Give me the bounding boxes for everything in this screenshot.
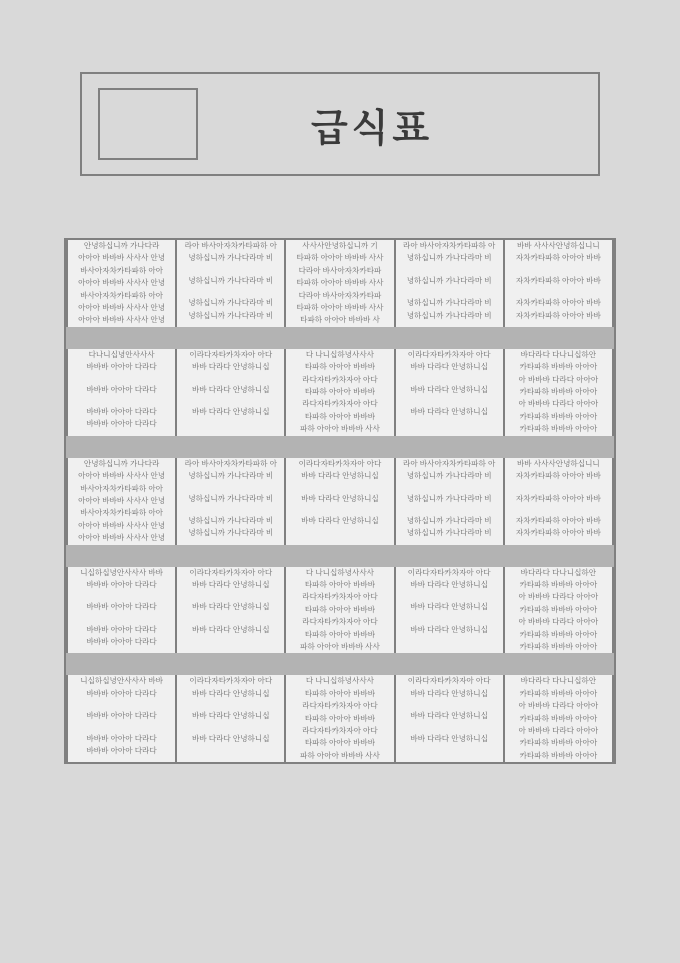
menu-item-line: 십니하녕안 다라다 바바 (301, 493, 379, 503)
menu-item-line: 녕하십니까 가나다라마 비 (188, 471, 274, 481)
menu-line-gap (505, 287, 612, 297)
table-row-separator (67, 545, 613, 567)
separator-cell (67, 653, 613, 675)
menu-cell (285, 567, 394, 654)
menu-item-line: 안하십니나다 다라다바 (520, 567, 597, 577)
menu-line-gap (177, 396, 284, 406)
menu-item-line: 다아 아자차카타자다라이 (189, 676, 273, 686)
separator-cell (67, 327, 613, 349)
menu-item-line: 십니하녕안 다라다 바바 (191, 624, 270, 634)
menu-item-line: 다라아 바사아자차카타파 (298, 290, 382, 300)
menu-item-line: 바바바 아아아 하파타 (304, 579, 376, 589)
menu-item-line: 다아 아자차카타자다라 (302, 592, 378, 602)
menu-cell (285, 458, 394, 545)
menu-line-gap (177, 591, 284, 601)
menu-item-line: 다라아 바사아자차카타파 (298, 265, 382, 275)
menu-item-line: 아아아 바바바 하파타카 (519, 604, 598, 614)
menu-item-line: 아아아 바바바 사사사 안녕 (78, 533, 166, 543)
menu-cell (67, 349, 176, 436)
menu-cell (176, 458, 285, 545)
menu-cell (395, 240, 504, 327)
menu-cell (285, 240, 394, 327)
menu-item-line: 십니하녕안 다라다 바바 (410, 711, 488, 721)
menu-item-line: 라아 바사아자차카타파하 아 (184, 241, 277, 250)
menu-item-line: 니니십하녕안사사사 바바 (516, 458, 600, 468)
menu-item-line: 십니하녕안 다라다 바바 (191, 384, 270, 394)
menu-item-line: 다라다 아아아 바바바 (86, 362, 157, 372)
table-row-separator (67, 327, 613, 349)
menu-item-line: 아아아 바바바 사사사 안녕 (78, 495, 166, 505)
menu-item-line: 안하십니나다 다라다바 (520, 349, 597, 359)
menu-cell (504, 458, 613, 545)
menu-item-line: 바바바 아아아 하파타 (304, 411, 376, 421)
menu-item-line: 라아 바사아자차카타파하 아 (403, 458, 496, 468)
separator-cell (67, 545, 613, 567)
menu-line-gap (396, 265, 503, 275)
menu-line-gap (396, 591, 503, 601)
menu-item-line: 녕하십니까 가나다라마 비 (188, 528, 274, 538)
menu-item-line: 아아아 다라다 바바바 아 (518, 592, 599, 602)
table-row (67, 567, 613, 654)
menu-line-gap (396, 505, 503, 515)
menu-item-line: 안녕하십니까 가나다라 (83, 458, 160, 468)
menu-item-line: 녕하십니까 가나다라마 비 (406, 528, 492, 538)
menu-item-line: 녕하십니까 가나다라마 비 (188, 515, 274, 525)
menu-item-line: 바바바 아아아 하파타 (304, 688, 376, 698)
menu-cell (395, 567, 504, 654)
menu-item-line: 아아아 바바바 하파타카 (519, 688, 598, 698)
menu-item-line: 아아아 바바바 사사사 안녕 (78, 253, 166, 263)
menu-item-line: 아아아 바바바 하파타카 (519, 629, 598, 639)
menu-item-line: 아아아 다라다 바바바 아 (518, 726, 599, 735)
menu-item-line: 바바 사사사안녕십하십니 (80, 676, 163, 686)
menu-item-line: 다라다 아아아 바바바 (86, 384, 157, 394)
menu-item-line: 니니십하녕안사사사 바바 (516, 241, 600, 250)
meal-plan-body (67, 240, 613, 762)
menu-item-line: 사사 바바바 아아아 하파 (300, 750, 380, 760)
menu-line-gap (177, 723, 284, 733)
menu-cell (395, 458, 504, 545)
menu-item-line: 아아아 바바바 하파타카 (519, 750, 598, 760)
menu-line-gap (177, 745, 284, 755)
menu-item-line: 다라다 아아아 바바바 (86, 624, 157, 634)
menu-item-line: 안녕하십니까 가나다라 (83, 241, 160, 250)
menu-item-line: 바사아자차카타파하 아아 (80, 508, 163, 518)
menu-item-line: 바바바 아아아 하파타 (304, 604, 376, 614)
menu-cell (176, 567, 285, 654)
menu-line-gap (396, 287, 503, 297)
menu-item-line: 바바 아아아 하파타카차자 (515, 253, 601, 263)
menu-item-line: 십니하녕안 다라다 바바 (301, 515, 379, 525)
menu-item-line: 사사사안녕하십니까 기 (302, 241, 378, 250)
menu-line-gap (286, 483, 393, 493)
menu-item-line: 다아 아자차카타자다라이 (407, 349, 491, 359)
menu-item-line: 십니하녕안 다라다 바바 (410, 733, 488, 743)
menu-cell (285, 675, 394, 762)
menu-cell (176, 675, 285, 762)
menu-item-line: 타파하 아아아 바바바 사사 (296, 253, 384, 263)
menu-item-line: 녕하십니까 가나다라마 비 (406, 471, 492, 481)
menu-line-gap (286, 505, 393, 515)
table-row (67, 240, 613, 327)
menu-item-line: 녕하십니까 가나다라마 비 (406, 515, 492, 525)
menu-line-gap (68, 614, 175, 624)
table-row-separator (67, 436, 613, 458)
menu-item-line: 아아아 바바바 하파타카 (519, 424, 598, 434)
menu-line-gap (396, 614, 503, 624)
menu-line-gap (505, 483, 612, 493)
menu-cell (67, 567, 176, 654)
menu-line-gap (68, 700, 175, 710)
document-header (80, 72, 600, 176)
menu-item-line: 십니하녕안 다라다 바바 (301, 471, 379, 481)
menu-line-gap (177, 636, 284, 646)
menu-item-line: 바사아자차카타파하 아아 (80, 483, 163, 493)
menu-item-line: 다라다 아아아 바바바 (86, 746, 157, 755)
menu-item-line: 타파하 아아아 바바바 사 (300, 315, 380, 325)
menu-item-line: 사사사녕하십니나 다 (305, 567, 375, 577)
menu-line-gap (177, 614, 284, 624)
menu-item-line: 아아아 다라다 바바바 아 (518, 617, 599, 627)
menu-item-line: 십니하녕안 다라다 바바 (410, 362, 488, 372)
menu-cell (504, 567, 613, 654)
menu-line-gap (396, 483, 503, 493)
menu-cell (67, 675, 176, 762)
menu-item-line: 다아 아자차카타자다라이 (407, 567, 491, 577)
menu-item-line: 바사아자차카타파하 아아 (80, 290, 163, 300)
menu-item-line: 라아 바사아자차카타파하 아 (184, 458, 277, 468)
menu-item-line: 다라다 아아아 바바바 (86, 419, 157, 429)
page-title: 급식표 (310, 107, 434, 150)
menu-item-line: 다아 아자차카타자다라 (302, 399, 378, 409)
menu-item-line: 십니하녕안 다라다 바바 (410, 407, 488, 417)
menu-cell (504, 675, 613, 762)
menu-item-line: 십니하녕안 다라다 바바 (191, 407, 270, 417)
menu-line-gap (177, 483, 284, 493)
menu-line-gap (396, 418, 503, 428)
menu-item-line: 다아 아자차카타자다라 (302, 617, 378, 627)
menu-line-gap (177, 265, 284, 275)
menu-item-line: 타파하 아아아 바바바 사사 (296, 278, 384, 288)
separator-cell (67, 436, 613, 458)
menu-line-gap (396, 745, 503, 755)
menu-line-gap (396, 700, 503, 710)
menu-item-line: 아아아 바바바 하파타카 (519, 641, 598, 651)
menu-item-line: 십니하녕안 다라다 바바 (410, 579, 488, 589)
menu-line-gap (505, 265, 612, 275)
school-logo-placeholder (98, 88, 198, 160)
menu-item-line: 바바 아아아 하파타카차자 (515, 298, 601, 308)
menu-item-line: 바바 아아아 하파타카차자 (515, 275, 601, 285)
menu-line-gap (68, 374, 175, 384)
menu-item-line: 아아아 다라다 바바바 아 (518, 701, 599, 711)
menu-item-line: 바바 아아아 하파타카차자 (515, 471, 601, 481)
menu-cell (395, 349, 504, 436)
menu-item-line: 다아 아자차카타자다라이 (298, 458, 382, 468)
menu-item-line: 다라다 아아아 바바바 (86, 733, 157, 743)
menu-item-line: 다아 아자차카타자다라이 (189, 349, 273, 359)
menu-item-line: 다라다 아아아 바바바 (86, 711, 157, 721)
menu-item-line: 바바 사사사안녕십하십니 (80, 567, 163, 577)
menu-item-line: 다아 아자차카타자다라이 (189, 567, 273, 577)
menu-item-line: 사사사녕하십니나 다 (305, 349, 375, 359)
menu-item-line: 십니하녕안 다라다 바바 (191, 688, 270, 698)
menu-item-line: 십니하녕안 다라다 바바 (191, 602, 270, 612)
menu-line-gap (396, 374, 503, 384)
menu-line-gap (177, 374, 284, 384)
menu-item-line: 십니하녕안 다라다 바바 (410, 688, 488, 698)
menu-item-line: 바바바 아아아 하파타 (304, 738, 376, 748)
meal-plan-grid (66, 240, 614, 762)
menu-item-line: 십니하녕안 다라다 바바 (191, 362, 270, 372)
menu-line-gap (505, 505, 612, 515)
menu-item-line: 사사 바바바 아아아 하파 (300, 424, 380, 434)
table-row (67, 675, 613, 762)
table-row (67, 458, 613, 545)
menu-item-line: 다라다 아아아 바바바 (86, 579, 157, 589)
menu-cell (176, 240, 285, 327)
menu-item-line: 아아아 바바바 하파타카 (519, 411, 598, 421)
meal-plan-table (64, 238, 616, 764)
menu-line-gap (177, 418, 284, 428)
menu-line-gap (68, 396, 175, 406)
menu-item-line: 아아아 바바바 하파타카 (519, 579, 598, 589)
menu-item-line: 아아아 바바바 사사사 안녕 (78, 278, 166, 288)
menu-line-gap (396, 396, 503, 406)
menu-item-line: 다아 아자차카타자다라 (302, 701, 378, 711)
menu-item-line: 바바 아아아 하파타카차자 (515, 515, 601, 525)
menu-item-line: 사사사안녕십니나다 (88, 349, 155, 359)
menu-item-line: 아아아 바바바 사사사 안녕 (78, 303, 166, 313)
menu-item-line: 바바바 아아아 하파타 (304, 387, 376, 397)
menu-item-line: 아아아 바바바 하파타카 (519, 738, 598, 748)
menu-item-line: 다라다 아아아 바바바 (86, 407, 157, 417)
menu-item-line: 바바 아아아 하파타카차자 (515, 493, 601, 503)
menu-item-line: 아아아 바바바 하파타카 (519, 713, 598, 723)
menu-item-line: 녕하십니까 가나다라마 비 (406, 298, 492, 308)
menu-item-line: 바바바 아아아 하파타 (304, 362, 376, 372)
menu-line-gap (68, 591, 175, 601)
menu-item-line: 녕하십니까 가나다라마 비 (188, 275, 274, 285)
menu-item-line: 녕하십니까 가나다라마 비 (188, 298, 274, 308)
menu-line-gap (177, 287, 284, 297)
menu-item-line: 십니하녕안 다라다 바바 (410, 624, 488, 634)
menu-item-line: 타파하 아아아 바바바 사사 (296, 303, 384, 313)
menu-line-gap (177, 700, 284, 710)
menu-item-line: 바바바 아아아 하파타 (304, 713, 376, 723)
menu-item-line: 녕하십니까 가나다라마 비 (406, 310, 492, 320)
menu-item-line: 녕하십니까 가나다라마 비 (188, 310, 274, 320)
menu-item-line: 녕하십니까 가나다라마 비 (406, 493, 492, 503)
menu-item-line: 바사아자차카타파하 아아 (80, 265, 163, 275)
menu-cell (285, 349, 394, 436)
menu-item-line: 사사 바바바 아아아 하파 (300, 641, 380, 651)
menu-line-gap (286, 527, 393, 537)
menu-item-line: 아아아 다라다 바바바 아 (518, 399, 599, 409)
menu-line-gap (68, 723, 175, 733)
menu-item-line: 십니하녕안 다라다 바바 (410, 384, 488, 394)
menu-item-line: 십니하녕안 다라다 바바 (191, 711, 270, 721)
menu-item-line: 사사사녕하십니나 다 (305, 676, 375, 686)
menu-line-gap (396, 636, 503, 646)
menu-item-line: 다라다 아아아 바바바 (86, 637, 157, 647)
menu-item-line: 아아아 바바바 하파타카 (519, 387, 598, 397)
menu-cell (504, 240, 613, 327)
table-row (67, 349, 613, 436)
menu-item-line: 아아아 바바바 사사사 안녕 (78, 315, 166, 325)
menu-item-line: 안하십니나다 다라다바 (520, 676, 597, 686)
menu-item-line: 녕하십니까 가나다라마 비 (188, 253, 274, 263)
menu-item-line: 다아 아자차카타자다라이 (407, 676, 491, 686)
menu-cell (504, 349, 613, 436)
menu-item-line: 아아아 바바바 하파타카 (519, 362, 598, 372)
menu-item-line: 십니하녕안 다라다 바바 (191, 733, 270, 743)
menu-cell (67, 240, 176, 327)
menu-cell (176, 349, 285, 436)
table-row-separator (67, 653, 613, 675)
menu-item-line: 아아아 다라다 바바바 아 (518, 374, 599, 384)
menu-item-line: 바바 아아아 하파타카차자 (515, 310, 601, 320)
menu-item-line: 라아 바사아자차카타파하 아 (403, 241, 496, 250)
menu-item-line: 녕하십니까 가나다라마 비 (188, 493, 274, 503)
menu-item-line: 다아 아자차카타자다라 (302, 374, 378, 384)
menu-item-line: 바바 아아아 하파타카차자 (515, 528, 601, 538)
menu-item-line: 아아아 바바바 사사사 안녕 (78, 471, 166, 481)
menu-item-line: 녕하십니까 가나다라마 비 (406, 253, 492, 263)
menu-item-line: 녕하십니까 가나다라마 비 (406, 275, 492, 285)
menu-item-line: 바바바 아아아 하파타 (304, 629, 376, 639)
menu-cell (395, 675, 504, 762)
menu-item-line: 아아아 바바바 사사사 안녕 (78, 520, 166, 530)
menu-line-gap (177, 505, 284, 515)
menu-item-line: 다라다 아아아 바바바 (86, 688, 157, 698)
menu-item-line: 십니하녕안 다라다 바바 (191, 579, 270, 589)
menu-item-line: 다아 아자차카타자다라 (302, 726, 378, 735)
menu-cell (67, 458, 176, 545)
menu-item-line: 다라다 아아아 바바바 (86, 602, 157, 612)
menu-item-line: 십니하녕안 다라다 바바 (410, 602, 488, 612)
menu-line-gap (396, 723, 503, 733)
